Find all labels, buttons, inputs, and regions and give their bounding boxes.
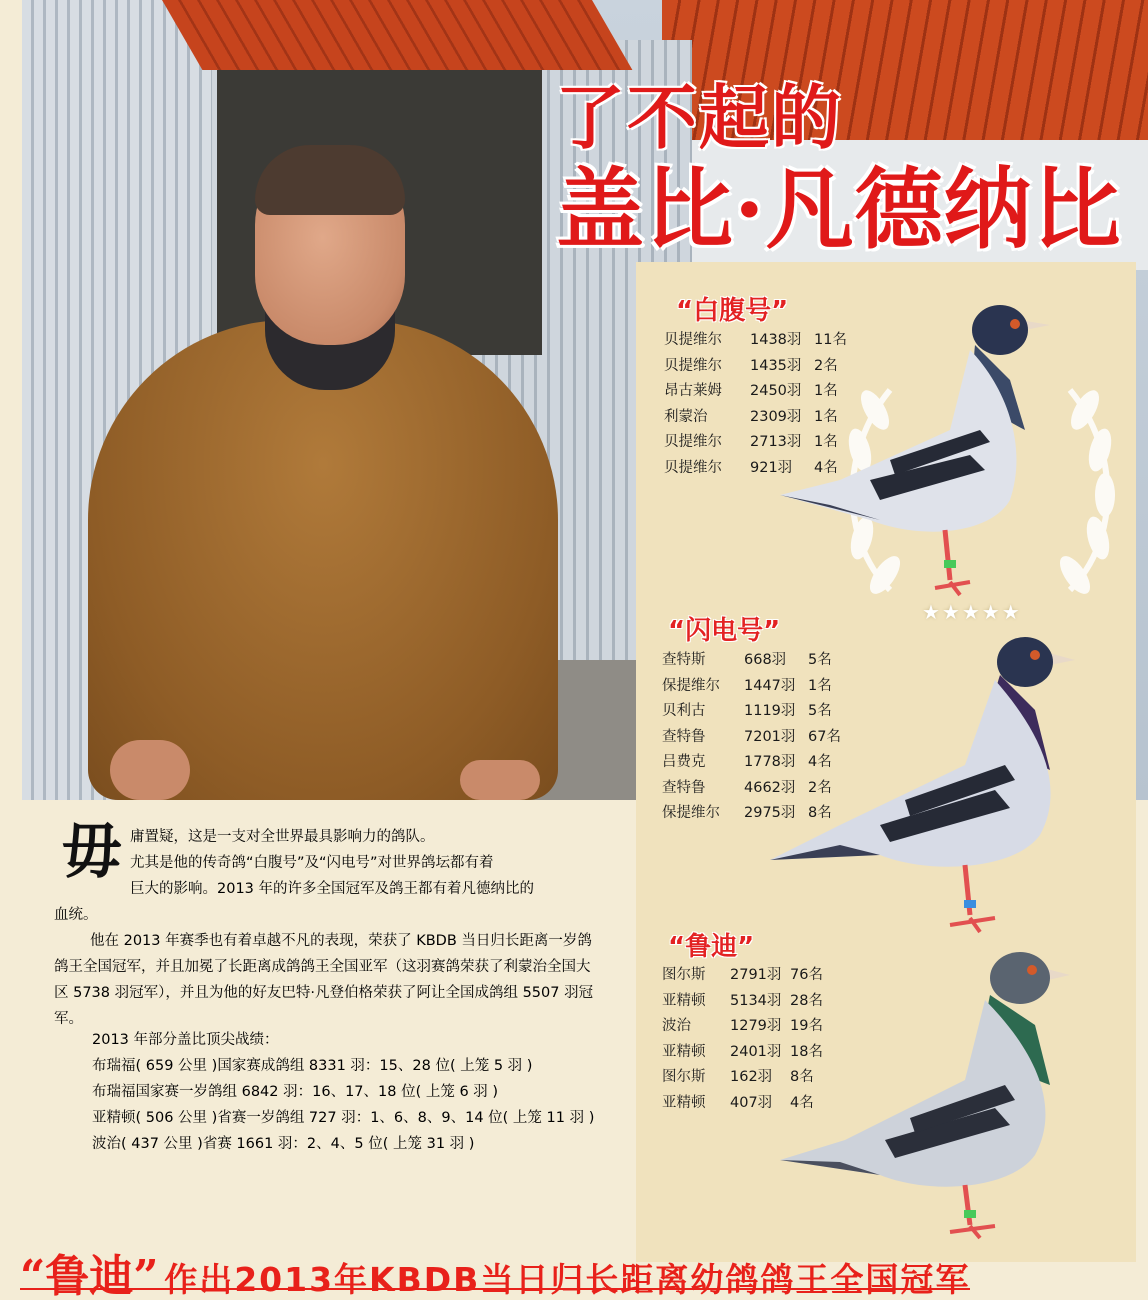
article-paragraph: 他在 2013 年赛季也有着卓越不凡的表现，荣获了 KBDB 当日归长距离一岁鸽鸽王全国冠军，并且加冕了长距离成鸽鸽王全国亚军（这羽赛鸽荣获了利蒙治全国大区 5738 羽冠军），并且为他的好友巴特·凡登伯格荣获了阿让全国成鸽组 5507 羽冠军。: [54, 933, 594, 1027]
result-row: 亚精顿 407羽 4名: [662, 1094, 814, 1111]
caption-pigeon-name: “鲁迪”: [20, 1251, 159, 1300]
bottom-caption: [20, 1240, 971, 1300]
result-row: 贝提维尔 2713羽 1名: [664, 434, 838, 450]
pigeon-name-shandian: “闪电号”: [668, 616, 781, 646]
result-row: 波治 1279羽 19名: [662, 1018, 823, 1034]
record-line: 布瑞福( 659 公里 )国家赛成鸽组 8331 羽：15、28 位( 上笼 5 羽 ): [92, 1058, 533, 1074]
man-sweater: [88, 320, 558, 800]
record-line: 亚精顿( 506 公里 )省赛一岁鸽组 727 羽：1、6、8、9、14 位( 上笼 11 羽 ): [92, 1110, 595, 1126]
article-intro: [130, 824, 600, 902]
result-row: 亚精顿 5134羽 28名: [662, 992, 823, 1009]
man-hair: [255, 145, 405, 215]
result-row: 贝提维尔 1435羽 2名: [664, 357, 838, 374]
record-line: 布瑞福国家赛一岁鸽组 6842 羽：16、17、18 位( 上笼 6 羽 ): [92, 1084, 499, 1100]
man-right-hand: [460, 760, 540, 800]
pigeon-name-baifu: “白腹号”: [676, 296, 789, 326]
result-row: 昂古莱姆 2450羽 1名: [664, 383, 838, 399]
intro-line: 庸置疑，这是一支对全世界最具影响力的鸽队。: [130, 829, 435, 845]
result-row: 图尔斯 2791羽 76名: [662, 967, 823, 983]
man-left-hand: [110, 740, 190, 800]
result-row: 吕费克 1778羽 4名: [662, 754, 832, 770]
shed-roof: [162, 0, 632, 70]
result-row: 查特鲁 4662羽 2名: [662, 779, 832, 796]
title-line-1: 了不起的: [555, 76, 843, 159]
result-row: 贝利古 1119羽 5名: [662, 703, 832, 719]
pigeon-ludi-image: [770, 940, 1090, 1240]
pigeon-name-ludi: “鲁迪”: [668, 932, 755, 962]
result-row: 亚精顿 2401羽 18名: [662, 1043, 823, 1060]
intro-line: 巨大的影响。2013 年的许多全国冠军及鸽王都有着凡德纳比的: [130, 881, 535, 897]
result-row: 利蒙治 2309羽 1名: [664, 408, 838, 425]
intro-line: 尤其是他的传奇鸽“白腹号”及“闪电号”对世界鸽坛都有着: [130, 855, 494, 871]
result-row: 查特鲁 7201羽 67名: [662, 728, 841, 745]
records-heading: 2013 年部分盖比顶尖战绩：: [92, 1032, 279, 1048]
stars-rating: ★★★★★: [922, 600, 1022, 624]
drop-cap: 毋: [62, 817, 122, 887]
result-row: 保提维尔 1447羽 1名: [662, 677, 832, 694]
result-row: 保提维尔 2975羽 8名: [662, 805, 832, 821]
intro-line: 血统。: [54, 907, 98, 923]
caption-text: 作出2013年KBDB当日归长距离幼鸽鸽王全国冠军: [164, 1260, 971, 1299]
pigeon-baifu-image: [770, 290, 1070, 610]
pigeon-shandian-image: [760, 620, 1090, 940]
result-row: 查特斯 668羽 5名: [662, 652, 832, 668]
title-line-2: 盖比·凡德纳比: [556, 157, 1122, 261]
result-row: 贝提维尔 921羽 4名: [664, 459, 838, 476]
result-row: 贝提维尔 1438羽 11名: [664, 332, 847, 348]
record-line: 波治( 437 公里 )省赛 1661 羽：2、4、5 位( 上笼 31 羽 ): [92, 1136, 475, 1152]
result-row: 图尔斯 162羽 8名: [662, 1069, 814, 1085]
